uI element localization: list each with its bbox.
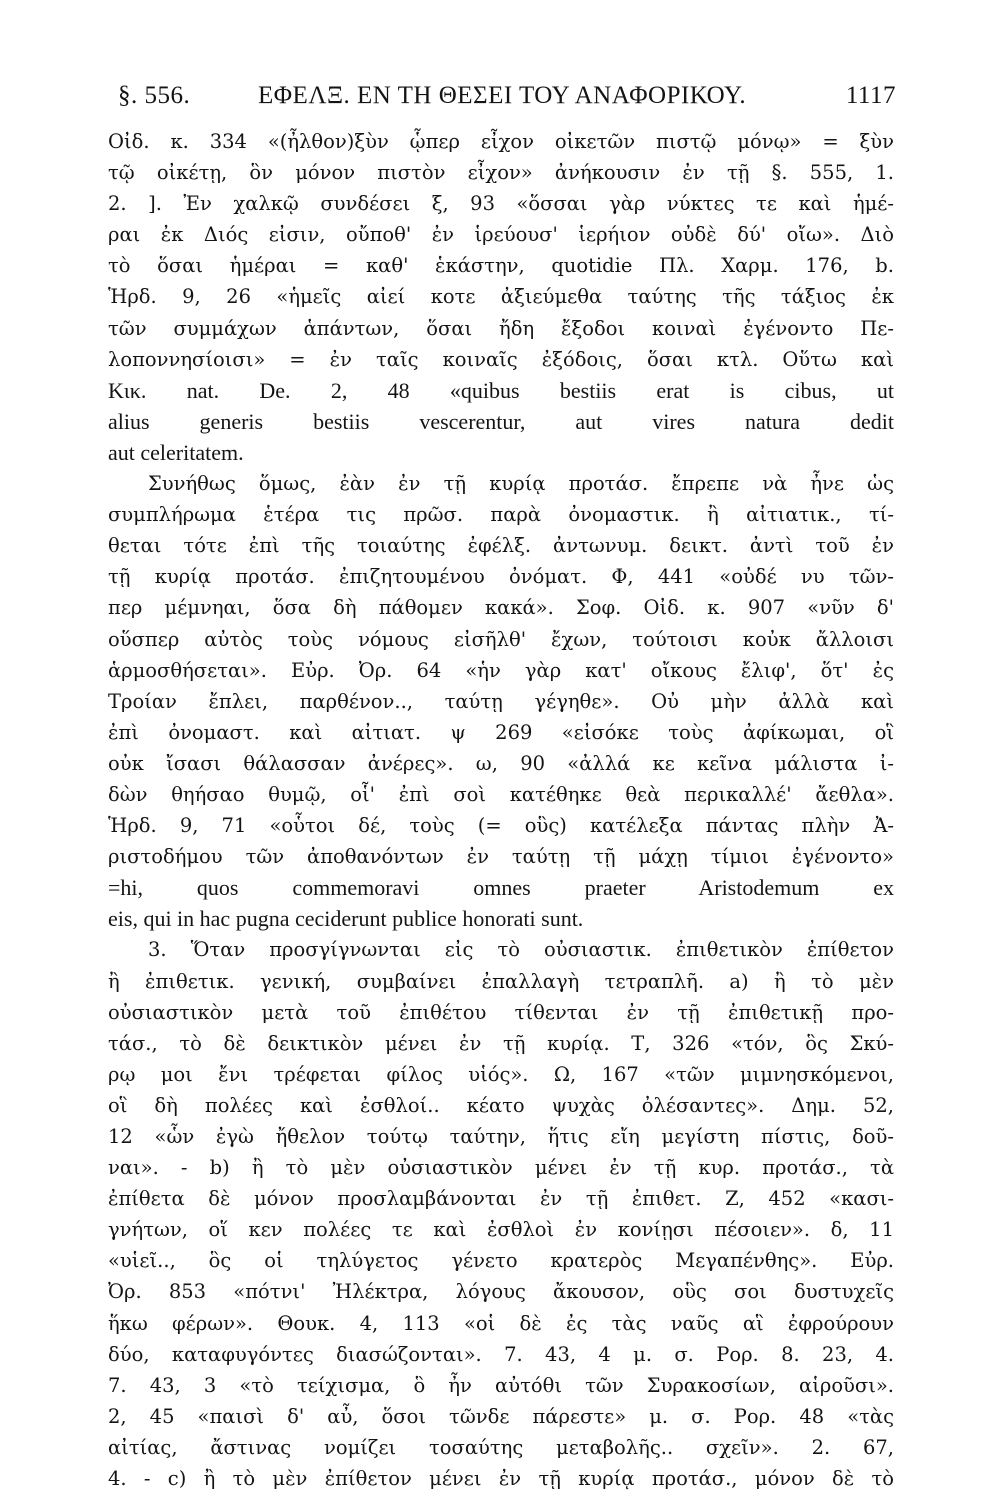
text-line: Ἡρδ. 9, 26 «ἡμεῖς αἰεί κοτε ἀξιεύμεθα ταύτης τῆς τάξιος ἐκ xyxy=(108,285,894,309)
text-line: ρῳ μοι ἔνι τρέφεται φίλος υἱός». Ω, 167 «τῶν μιμνησκόμενοι, xyxy=(108,1062,894,1086)
text-line: θεται τότε ἐπὶ τῆς τοιαύτης ἐφέλξ. ἀντωνυμ. δεικτ. ἀντὶ τοῦ ἐν xyxy=(108,534,894,558)
text-line: alius generis bestiis vescerentur, aut vires natura dedit xyxy=(108,408,894,434)
text-line: Ἡρδ. 9, 71 «οὗτοι δέ, τοὺς (= οὓς) κατέλεξα πάντας πλὴν Ἀ- xyxy=(108,814,894,838)
header-title: ΕΦΕΛΞ. ΕΝ ΤΗ ΘΕΣΕΙ ΤΟΥ ΑΝΑΦΟΡΙΚΟΥ. xyxy=(258,82,747,109)
text-line: οἳ δὴ πολέες καὶ ἐσθλοί.. κέατο ψυχὰς ὀλέσαντες». Δημ. 52, xyxy=(108,1093,894,1117)
text-line: 3. Ὅταν προσγίγνωνται εἰς τὸ οὐσιαστικ. ἐπιθετικὸν ἐπίθετον xyxy=(148,938,894,962)
text-line: Κικ. nat. De. 2, 48 «quibus bestiis erat is cibus, ut xyxy=(108,377,894,403)
text-line: Ὀρ. 853 «πότνι' Ἠλέκτρα, λόγους ἄκουσον, οὓς σοι δυστυχεῖς xyxy=(108,1280,894,1304)
text-line: Οἰδ. κ. 334 «(ἦλθον)ξὺν ᾧπερ εἶχον οἰκετῶν πιστῷ μόνῳ» = ξὺν xyxy=(108,130,894,153)
text-line: οὐκ ἴσασι θάλασσαν ἀνέρες». ω, 90 «ἀλλά κε κεῖνα μάλιστα ἰ- xyxy=(108,751,894,775)
text-line: τῶν συμμάχων ἁπάντων, ὅσαι ἤδη ἔξοδοι κοιναὶ ἐγένοντο Πε- xyxy=(108,316,894,340)
text-line: συμπλήρωμα ἑτέρα τις πρῶσ. παρὰ ὀνομαστικ. ἢ αἰτιατικ., τί- xyxy=(108,503,894,527)
text-line: ἐπίθετα δὲ μόνον προσλαμβάνονται ἐν τῇ ἐπιθετ. Ζ, 452 «κασι- xyxy=(108,1187,894,1211)
text-line: 7. 43, 3 «τὸ τείχισμα, ὃ ἦν αὐτόθι τῶν Συρακοσίων, αἱροῦσι». xyxy=(108,1373,894,1397)
text-line: ραι ἐκ Διός εἰσιν, οὔποθ' ἐν ἱρεύουσ' ἱερήιον οὐδὲ δύ' οἴω». Διὸ xyxy=(108,223,894,247)
text-line: eis, qui in hac pugna ceciderunt publice honorati sunt. xyxy=(108,906,584,932)
text-line: 4. - c) ἢ τὸ μὲν ἐπίθετον μένει ἐν τῇ κυρίᾳ προτάσ., μόνον δὲ τὸ xyxy=(108,1467,894,1491)
text-line: ἥκω φέρων». Θουκ. 4, 113 «οἱ δὲ ἐς τὰς ναῦς αἳ ἐφρούρουν xyxy=(108,1311,894,1335)
text-line: ἁρμοσθήσεται». Εὐρ. Ὀρ. 64 «ἡν γὰρ κατ' οἴκους ἔλιφ', ὅτ' ἐς xyxy=(108,658,894,682)
text-line: 2, 45 «παισὶ δ' αὖ, ὅσοι τῶνδε πάρεστε» μ. σ. Ρορ. 48 «τὰς xyxy=(108,1404,894,1428)
text-line: περ μέμνηαι, ὅσα δὴ πάθομεν κακά». Σοφ. Οἰδ. κ. 907 «νῦν δ' xyxy=(108,596,894,620)
text-line: =hi, quos commemoravi omnes praeter Aristodemum ex xyxy=(108,875,894,901)
text-line: λοποννησίοισι» = ἐν ταῖς κοιναῖς ἐξόδοις, ὅσαι κτλ. Οὕτω καὶ xyxy=(108,347,894,371)
text-line: δὼν θηήσαο θυμῷ, οἷ' ἐπὶ σοὶ κατέθηκε θεὰ περικαλλέ' ἄεθλα». xyxy=(108,782,894,806)
text-line: ναι». - b) ἢ τὸ μὲν οὐσιαστικὸν μένει ἐν τῇ κυρ. προτάσ., τὰ xyxy=(108,1156,894,1180)
text-line: τάσ., τὸ δὲ δεικτικὸν μένει ἐν τῇ κυρίᾳ. Τ, 326 «τόν, ὃς Σκύ- xyxy=(108,1031,894,1055)
text-line: ριστοδήμου τῶν ἀποθανόντων ἐν ταύτῃ τῇ μάχῃ τίμιοι ἐγένοντο» xyxy=(108,845,894,869)
running-header xyxy=(118,76,896,116)
text-line: δύο, καταφυγόντες διασώζονται». 7. 43, 4 μ. σ. Ρορ. 8. 23, 4. xyxy=(108,1342,894,1366)
text-line: Τροίαν ἔπλει, παρθένον.., ταύτῃ γέγηθε». Οὐ μὴν ἀλλὰ καὶ xyxy=(108,689,894,713)
body-text xyxy=(108,126,894,1494)
text-line: Συνήθως ὅμως, ἐὰν ἐν τῇ κυρίᾳ προτάσ. ἔπρεπε νὰ ἦνε ὡς xyxy=(148,472,894,496)
text-line: γνήτων, οἵ κεν πολέες τε καὶ ἐσθλοὶ ἐν κονίῃσι πέσοιεν». δ, 11 xyxy=(108,1218,894,1242)
text-line: τὸ ὅσαι ἡμέραι = καθ' ἑκάστην, quotidie Πλ. Χαρμ. 176, b. xyxy=(108,254,894,278)
text-line: aut celeritatem. xyxy=(108,439,244,465)
page-number: 1117 xyxy=(845,82,896,109)
text-line: ἢ ἐπιθετικ. γενική, συμβαίνει ἐπαλλαγὴ τετραπλῆ. a) ἢ τὸ μὲν xyxy=(108,969,894,993)
text-line: ἐπὶ ὀνομαστ. καὶ αἰτιατ. ψ 269 «εἰσόκε τοὺς ἀφίκωμαι, οἳ xyxy=(108,720,894,744)
text-line: «υἱεῖ.., ὃς οἱ τηλύγετος γένετο κρατερὸς Μεγαπένθης». Εὐρ. xyxy=(108,1249,894,1273)
text-line: οὕσπερ αὐτὸς τοὺς νόμους εἰσῆλθ' ἔχων, τούτοισι κοὐκ ἄλλοισι xyxy=(108,627,894,651)
text-line: οὐσιαστικὸν μετὰ τοῦ ἐπιθέτου τίθενται ἐν τῇ ἐπιθετικῇ προ- xyxy=(108,1000,894,1024)
text-line: αἰτίας, ἄστινας νομίζει τοσαύτης μεταβολῆς.. σχεῖν». 2. 67, xyxy=(108,1435,894,1459)
text-line: 2. ]. Ἐν χαλκῷ συνδέσει ξ, 93 «ὅσσαι γὰρ νύκτες τε καὶ ἡμέ- xyxy=(108,192,894,216)
text-line: 12 «ὧν ἐγὼ ἤθελον τούτῳ ταύτην, ἥτις εἴη μεγίστη πίστις, δοῦ- xyxy=(108,1125,894,1148)
text-line: τῷ οἰκέτῃ, ὃν μόνον πιστὸν εἶχον» ἀνήκουσιν ἐν τῇ §. 555, 1. xyxy=(108,161,894,185)
section-number: §. 556. xyxy=(118,82,191,109)
text-line: τῇ κυρίᾳ προτάσ. ἐπιζητουμένου ὀνόματ. Φ, 441 «οὐδέ νυ τῶν- xyxy=(108,565,894,589)
